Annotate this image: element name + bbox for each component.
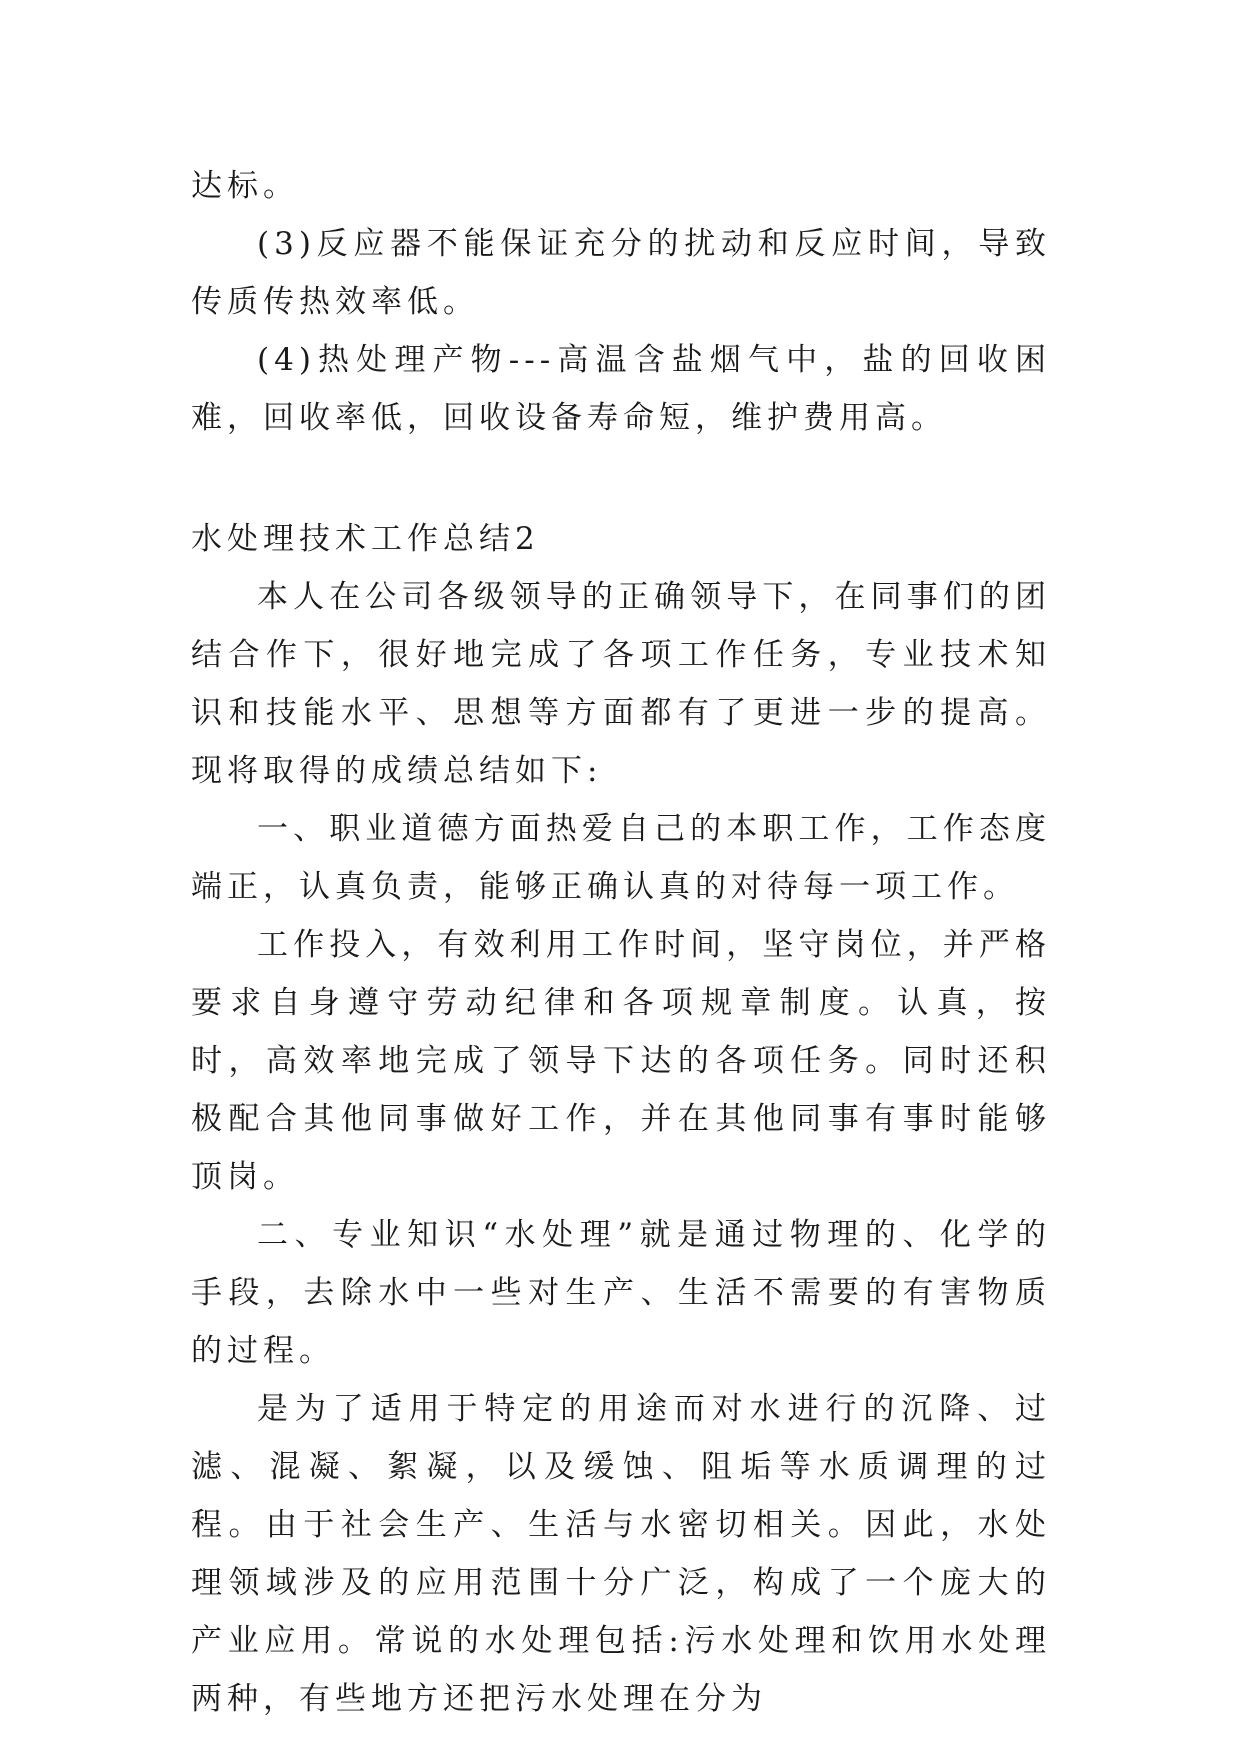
paragraph-item-4: (4)热处理产物---高温含盐烟气中，盐的回收困难，回收率低，回收设备寿命短，维护费用高。	[191, 342, 1051, 436]
paragraph-work-input: 工作投入，有效利用工作时间，坚守岗位，并严格要求自身遵守劳动纪律和各项规章制度。认真，按时，高效率地完成了领导下达的各项任务。同时还积极配合其他同事做好工作，并在其他同事有事时能够顶岗。	[191, 927, 1051, 1195]
paragraph-purpose: 是为了适用于特定的用途而对水进行的沉降、过滤、混凝、絮凝，以及缓蚀、阻垢等水质调理的过程。由于社会生产、生活与水密切相关。因此，水处理领域涉及的应用范围十分广泛，构成了一个庞大的产业应用。常说的水处理包括:污水处理和饮用水处理两种，有些地方还把污水处理在分为	[191, 1391, 1051, 1717]
paragraph-item-3: (3)反应器不能保证充分的扰动和反应时间，导致传质传热效率低。	[191, 226, 1051, 320]
intro-text-block	[191, 157, 1051, 447]
section-title: 水处理技术工作总结2	[191, 521, 540, 557]
paragraph-continuation: 达标。	[191, 168, 299, 204]
paragraph-ethics: 一、职业道德方面热爱自己的本职工作，工作态度端正，认真负责，能够正确认真的对待每一项工作。	[191, 811, 1051, 905]
paragraph-knowledge: 二、专业知识“水处理”就是通过物理的、化学的手段，去除水中一些对生产、生活不需要的有害物质的过程。	[191, 1217, 1051, 1369]
section-body	[191, 568, 1051, 1728]
paragraph-intro: 本人在公司各级领导的正确领导下，在同事们的团结合作下，很好地完成了各项工作任务，专业技术知识和技能水平、思想等方面都有了更进一步的提高。现将取得的成绩总结如下:	[191, 579, 1051, 789]
